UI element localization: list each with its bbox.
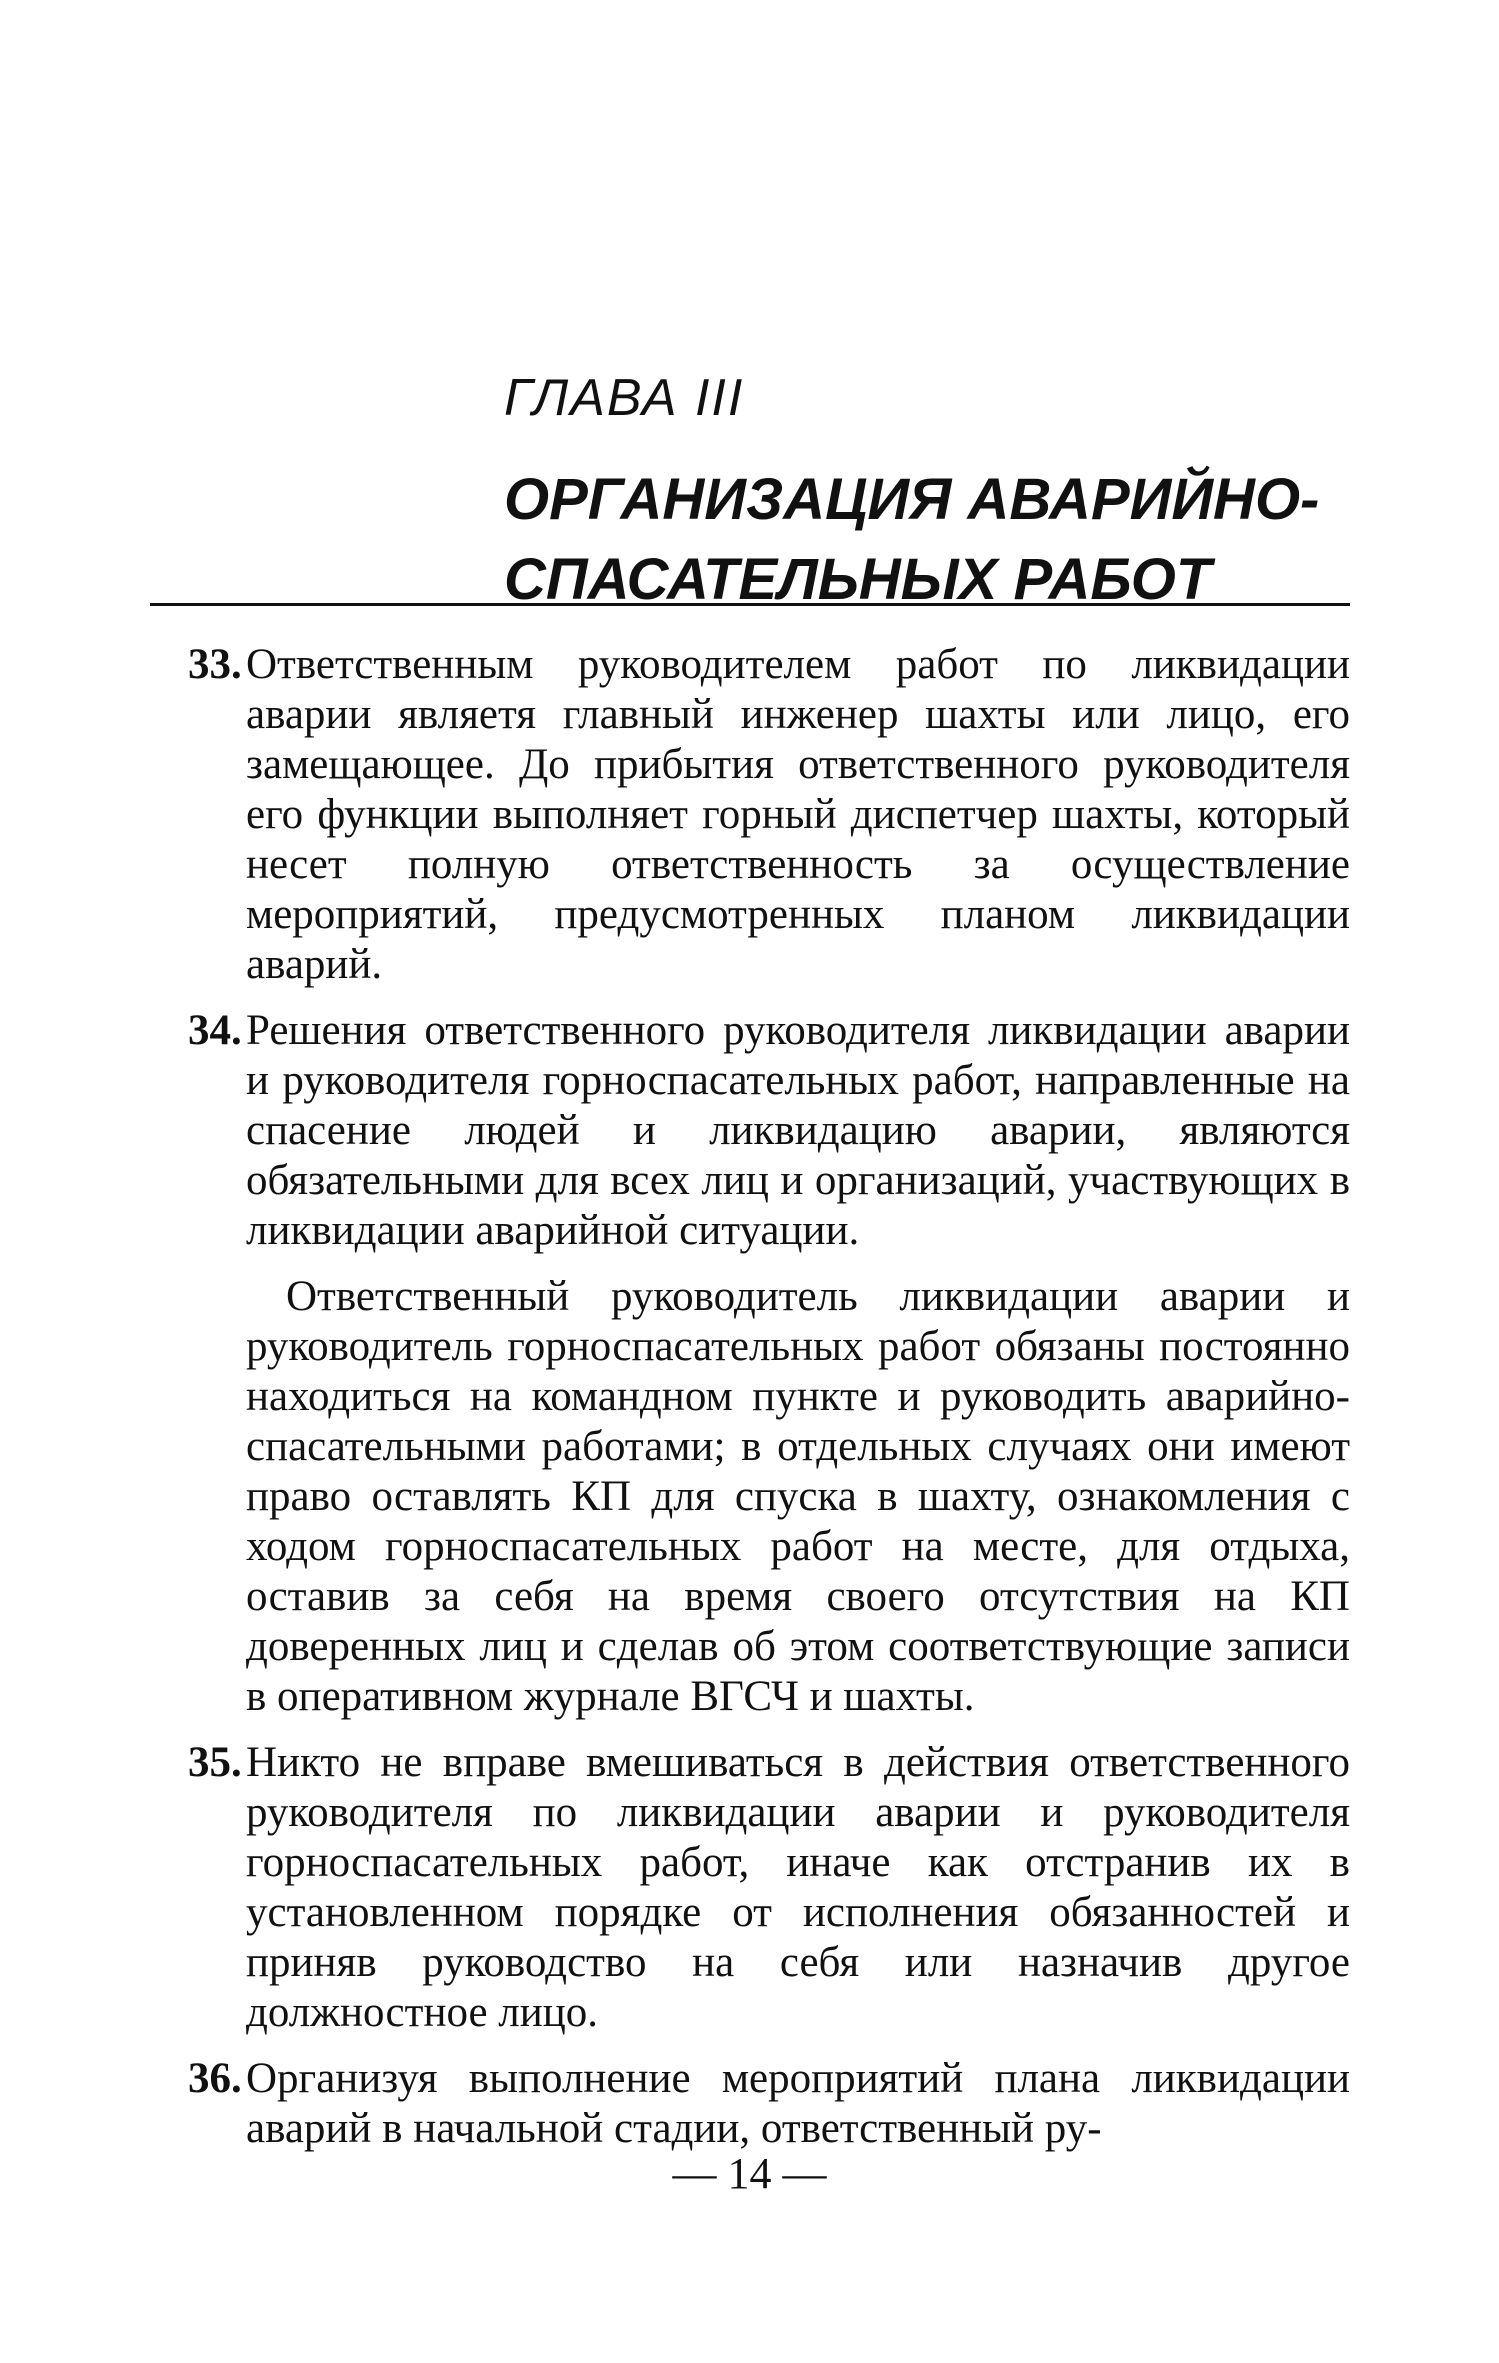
chapter-title-line-2: СПАСАТЕЛЬНЫХ РАБОТ	[504, 547, 1212, 612]
chapter-label: ГЛАВА III	[504, 369, 745, 427]
clause-35	[188, 1738, 1350, 2038]
clause-text: Никто не вправе вмешиваться в действия ответственного руководителя по ликвидации аварии и руководителя горноспасательных работ, иначе как отстранив их в установленном порядке от исполнения обязанностей и приняв руководство на себя или назначив другое должностное лицо.	[246, 1739, 1350, 2036]
title-divider	[150, 603, 1350, 606]
document-body	[188, 640, 1350, 2170]
clause-text: Решения ответственного руководителя ликвидации аварии и руководителя горноспасательных работ, направленные на спасение людей и ликвидацию аварии, являются обязательными для всех лиц и организаций, участвующих в ликвидации аварийной ситуации.	[246, 1007, 1350, 1254]
chapter-title	[504, 460, 1404, 620]
clause-text: Ответственным руководителем работ по ликвидации аварии являетя главный инженер шахты или лицо, его замещающее. До прибытия ответственного руководителя его функции выполняет горный диспетчер шахты, который несет полную ответственность за осуществление мероприятий, предусмотренных планом ликвидации аварий.	[246, 641, 1350, 988]
clause-number: 34.	[188, 1007, 242, 1054]
clause-text: Организуя выполнение мероприятий плана ликвидации аварий в начальной стадии, ответственный ру-	[246, 2055, 1350, 2152]
clause-34-continuation: Ответственный руководитель ликвидации аварии и руководитель горноспасательных работ обязаны постоянно находиться на командном пункте и руководить аварийно-спасательными работами; в отдельных случаях они имеют право оставлять КП для спуска в шахту, ознакомления с ходом горноспасательных работ на месте, для отдыха, оставив за себя на время своего отсутствия на КП доверенных лиц и сделав об этом соответствующие записи в оперативном журнале ВГСЧ и шахты.	[246, 1273, 1350, 1720]
page-number: — 14 —	[672, 2149, 827, 2198]
clause-number: 36.	[188, 2055, 242, 2102]
clause-number: 35.	[188, 1739, 242, 1786]
clause-33	[188, 640, 1350, 990]
clause-number: 33.	[188, 641, 242, 688]
clause-34	[188, 1006, 1350, 1256]
clause-36	[188, 2054, 1350, 2154]
chapter-title-line-1: ОРГАНИЗАЦИЯ АВАРИЙНО-	[504, 467, 1320, 532]
